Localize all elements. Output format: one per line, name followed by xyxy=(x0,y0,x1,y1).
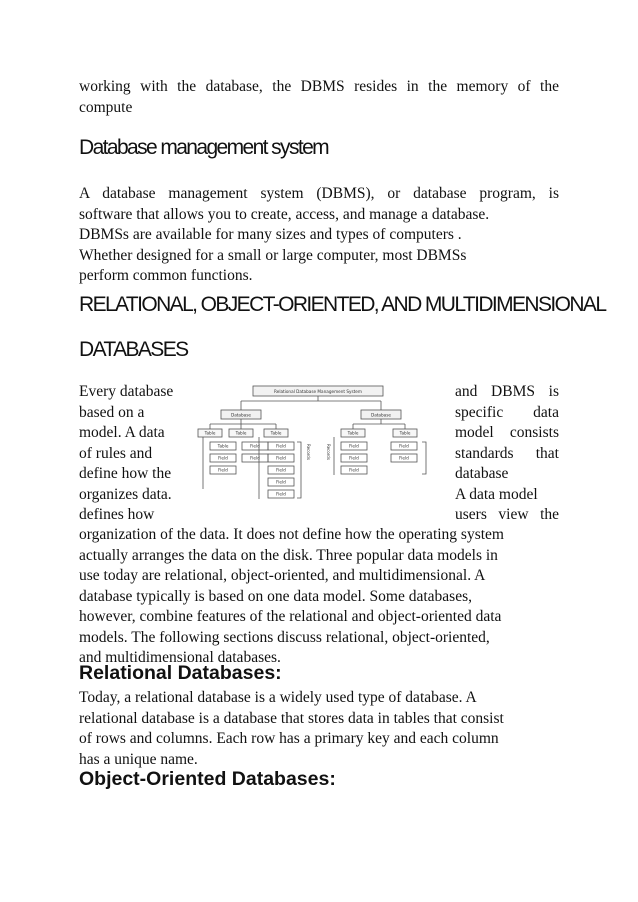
dbms-heading: Database management system xyxy=(79,136,329,159)
models-line: and multidimensional databases. xyxy=(79,649,281,666)
relational-line: has a unique name. xyxy=(79,750,198,768)
diagram-table-label: Table xyxy=(204,430,216,436)
diagram-table-label: Table xyxy=(347,430,359,436)
diagram-title: Relational Database Management System xyxy=(274,389,362,394)
relational-line: of rows and columns. Each row has a primary key and each column xyxy=(79,730,499,747)
diagram-field-label: Field xyxy=(276,479,286,485)
dbms-paragraph xyxy=(79,184,559,287)
diagram-field-label: Field xyxy=(276,443,286,449)
dbms-line: Whether designed for a small or large computer, most DBMSs xyxy=(79,246,467,264)
diagram-field-label: Field xyxy=(218,467,228,473)
rel-heading-line1: RELATIONAL, OBJECT-ORIENTED, AND MULTIDIMENSIONAL xyxy=(79,293,606,316)
wrap-right-line: standards that xyxy=(455,444,559,462)
wrap-left-line: organizes data. xyxy=(79,485,172,503)
models-line: actually arranges the data on the disk. Three popular data models in xyxy=(79,546,498,564)
wrap-right-line: database xyxy=(455,465,509,482)
wrap-left-line: Every database xyxy=(79,383,174,400)
intro-line: compute xyxy=(79,98,133,116)
diagram-records-label: Records xyxy=(306,444,311,460)
rdbms-diagram xyxy=(193,384,443,506)
models-paragraph xyxy=(79,525,559,669)
models-line: use today are relational, object-oriented, and multidimensional. A xyxy=(79,567,486,584)
wrap-right-line: and DBMS is xyxy=(455,383,559,400)
wrap-left-line: defines how xyxy=(79,506,155,523)
diagram-table-label: Table xyxy=(217,443,229,449)
diagram-field-label: Field xyxy=(250,443,260,449)
models-line: models. The following sections discuss relational, object-oriented, xyxy=(79,628,490,646)
object-oriented-heading: Object-Oriented Databases: xyxy=(79,768,336,790)
relational-line: relational database is a database that stores data in tables that consist xyxy=(79,709,504,727)
wrap-left-line: define how the xyxy=(79,465,172,482)
diagram-table-label: Table xyxy=(399,430,411,436)
diagram-table-label: Table xyxy=(270,430,282,436)
diagram-table-label: Table xyxy=(235,430,247,436)
wrap-left-line: of rules and xyxy=(79,444,153,462)
wrap-left-line: based on a xyxy=(79,403,145,421)
models-line: database typically is based on one data model. Some databases, xyxy=(79,587,472,605)
diagram-field-label: Field xyxy=(349,455,359,461)
wrap-right-line: specific data xyxy=(455,403,559,421)
wrap-right-column xyxy=(455,382,559,526)
wrap-right-line: model consists xyxy=(455,424,559,441)
dbms-line: A database management system (DBMS), or database program, is xyxy=(79,185,559,202)
diagram-field-label: Field xyxy=(276,467,286,473)
diagram-field-label: Field xyxy=(349,443,359,449)
models-line: organization of the data. It does not define how the operating system xyxy=(79,526,504,543)
diagram-field-label: Field xyxy=(276,455,286,461)
intro-paragraph xyxy=(79,77,559,118)
diagram-field-label: Field xyxy=(250,455,260,461)
diagram-records-label: Records xyxy=(326,444,331,460)
wrap-left-column xyxy=(79,382,189,526)
diagram-field-label: Field xyxy=(349,467,359,473)
diagram-db-label: Database xyxy=(231,412,251,418)
diagram-field-label: Field xyxy=(399,443,409,449)
models-line: however, combine features of the relational and object-oriented data xyxy=(79,608,502,625)
diagram-db-label: Database xyxy=(371,412,391,418)
relational-paragraph xyxy=(79,688,559,770)
wrap-right-line: A data model xyxy=(455,485,538,503)
dbms-line: perform common functions. xyxy=(79,267,253,284)
dbms-line: software that allows you to create, access, and manage a database. xyxy=(79,205,490,223)
dbms-line: DBMSs are available for many sizes and types of computers . xyxy=(79,226,462,243)
wrap-right-line: users view the xyxy=(455,506,559,523)
rel-heading-line2: DATABASES xyxy=(79,338,188,361)
diagram-field-label: Field xyxy=(399,455,409,461)
relational-heading: Relational Databases: xyxy=(79,662,282,684)
diagram-field-label: Field xyxy=(276,491,286,497)
relational-line: Today, a relational database is a widely used type of database. A xyxy=(79,689,477,706)
wrap-left-line: model. A data xyxy=(79,424,165,441)
diagram-field-label: Field xyxy=(218,455,228,461)
intro-line: working with the database, the DBMS resides in the memory of the xyxy=(79,78,559,95)
